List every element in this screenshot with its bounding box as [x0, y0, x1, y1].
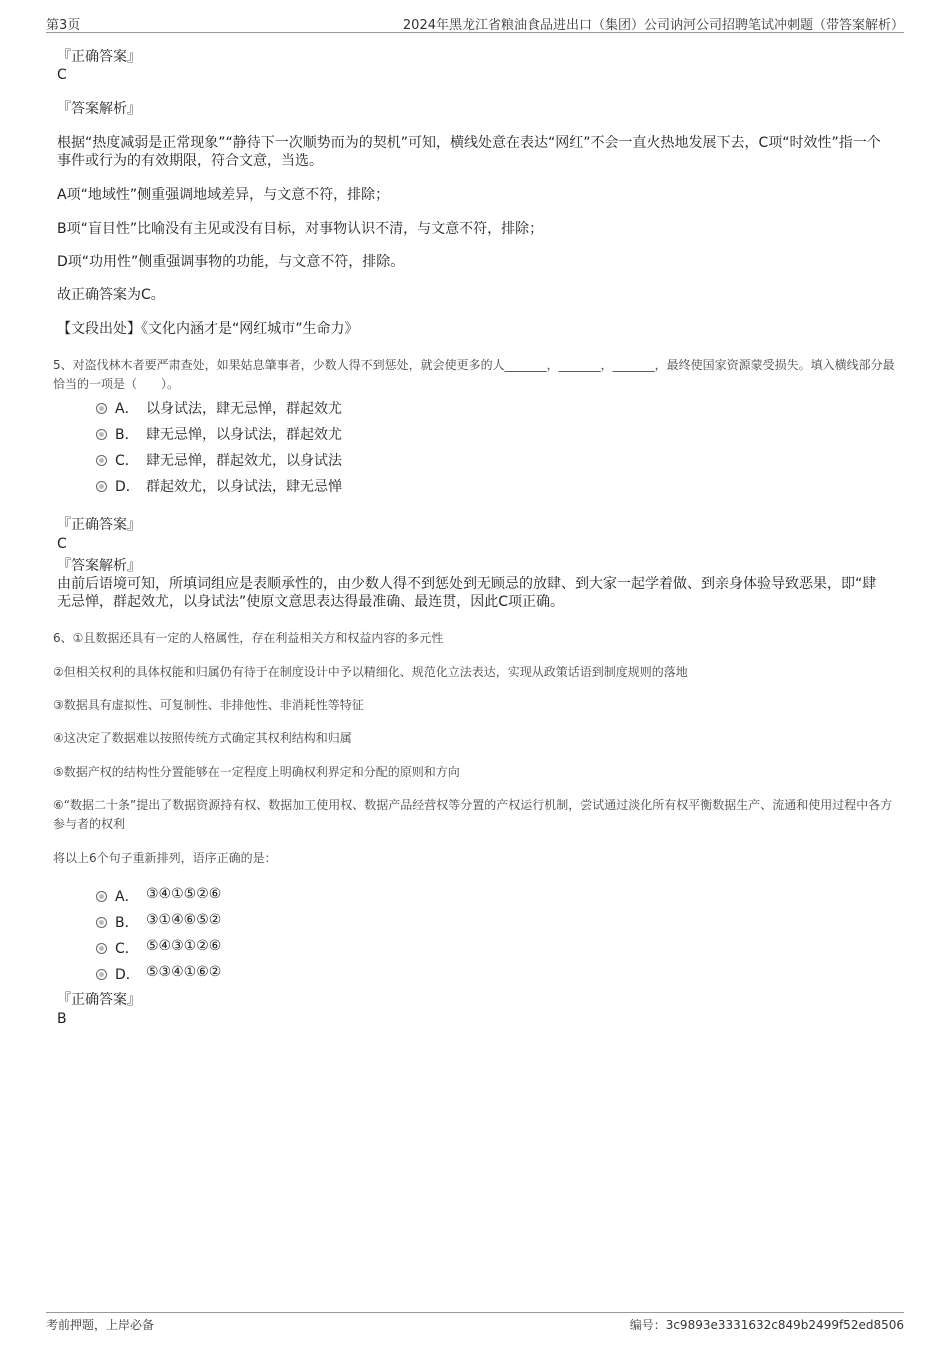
option-letter: D．: [115, 479, 140, 495]
option-text: ⑤③④①⑥②: [146, 964, 222, 980]
answer-label: 『正确答案』: [57, 517, 141, 533]
option-letter: A．: [115, 401, 139, 417]
analysis-paragraph: 故正确答案为C。: [57, 287, 165, 303]
sentence-3: ③数据具有虚拟性、可复制性、非排他性、非消耗性等特征: [53, 698, 364, 712]
source-citation: 【文段出处】《文化内涵才是“网红城市”生命力》: [57, 321, 359, 337]
answer-label: 『正确答案』: [57, 992, 141, 1008]
option-text: 群起效尤，以身试法，肆无忌惮: [146, 479, 342, 495]
answer-value: C: [57, 67, 67, 83]
radio-icon[interactable]: [96, 891, 107, 902]
option-letter: D．: [115, 967, 140, 983]
option-letter: A．: [115, 889, 139, 905]
sentence-4: ④这决定了数据难以按照传统方式确定其权利结构和归属: [53, 731, 352, 745]
option-text: 以身试法，肆无忌惮，群起效尤: [146, 401, 342, 417]
radio-icon[interactable]: [96, 917, 107, 928]
radio-icon[interactable]: [96, 429, 107, 440]
radio-icon[interactable]: [96, 943, 107, 954]
sentence-5: ⑤数据产权的结构性分置能够在一定程度上明确权利界定和分配的原则和方向: [53, 765, 460, 779]
option-letter: C．: [115, 941, 139, 957]
analysis-paragraph: 由前后语境可知，所填词组应是表顺承性的，由少数人得不到惩处到无顾忌的放肆、到大家一起学着做、到亲身体验导致恶果，即“肆无忌惮，群起效尤，以身试法”使原文意思表达得最准确、最连贯，因此C项正确。: [57, 576, 877, 610]
page-number: 第3页: [46, 18, 81, 33]
answer-value: C: [57, 536, 67, 552]
radio-icon[interactable]: [96, 455, 107, 466]
document-title: 2024年黑龙江省粮油食品进出口（集团）公司讷河公司招聘笔试冲刺题（带答案解析）: [402, 18, 904, 33]
analysis-paragraph: B项“盲目性”比喻没有主见或没有目标，对事物认识不清，与文意不符，排除；: [57, 221, 544, 237]
option-text: ⑤④③①②⑥: [146, 938, 222, 954]
option-letter: C．: [115, 453, 139, 469]
document-id: 编号：3c9893e3331632c849b2499f52ed8506: [629, 1318, 904, 1332]
radio-icon[interactable]: [96, 403, 107, 414]
answer-value: B: [57, 1011, 67, 1027]
option-text: ③④①⑤②⑥: [146, 886, 222, 902]
analysis-paragraph: 根据“热度减弱是正常现象”“静待下一次顺势而为的契机”可知，横线处意在表达“网红”不会一直火热地发展下去，C项“时效性”指一个事件或行为的有效期限，符合文意，当选。: [57, 135, 881, 169]
option-text: ③①④⑥⑤②: [146, 912, 222, 928]
analysis-paragraph: D项“功用性”侧重强调事物的功能，与文意不符，排除。: [57, 254, 405, 270]
sentence-1: 6、①且数据还具有一定的人格属性，存在利益相关方和权益内容的多元性: [53, 631, 444, 645]
analysis-label: 『答案解析』: [57, 101, 141, 117]
footer-slogan: 考前押题，上岸必备: [46, 1318, 155, 1332]
answer-label: 『正确答案』: [57, 49, 141, 65]
sentence-2: ②但相关权利的具体权能和归属仍有待于在制度设计中予以精细化、规范化立法表达，实现从政策话语到制度规则的落地: [53, 665, 688, 679]
page-footer: [46, 1312, 904, 1332]
question-prompt: 将以上6个句子重新排列，语序正确的是：: [53, 851, 277, 865]
option-letter: B．: [115, 915, 139, 931]
option-letter: B．: [115, 427, 139, 443]
radio-icon[interactable]: [96, 969, 107, 980]
analysis-paragraph: A项“地域性”侧重强调地域差异，与文意不符，排除；: [57, 187, 390, 203]
sentence-6: ⑥“数据二十条”提出了数据资源持有权、数据加工使用权、数据产品经营权等分置的产权运行机制，尝试通过淡化所有权平衡数据生产、流通和使用过程中各方参与者的权利: [53, 798, 893, 831]
option-text: 肆无忌惮，群起效尤，以身试法: [146, 453, 342, 469]
radio-icon[interactable]: [96, 481, 107, 492]
page-header: [46, 14, 904, 33]
question-stem: 5、对盗伐林木者要严肃查处，如果姑息肇事者，少数人得不到惩处，就会使更多的人_______，_______，_______，最终使国家资源蒙受损失。填入横线部分最恰当的一项是（ ）。: [53, 358, 895, 391]
option-text: 肆无忌惮，以身试法，群起效尤: [146, 427, 342, 443]
analysis-label: 『答案解析』: [57, 558, 141, 574]
